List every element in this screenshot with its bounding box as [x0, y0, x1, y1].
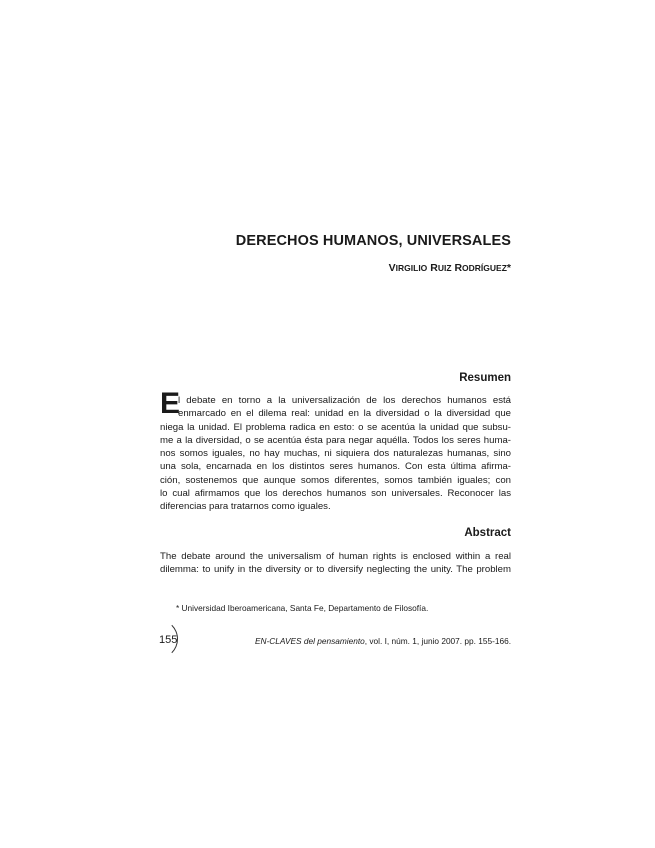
author-last-rest: ODRÍGUEZ — [462, 263, 507, 273]
author-first-rest: IRGILIO — [395, 263, 428, 273]
drop-cap: E — [160, 387, 181, 420]
resumen-body — [160, 394, 511, 514]
author-name — [160, 262, 511, 274]
resumen-line: ción, sostenemos que aunque somos diferentes, somos también iguales; con — [160, 474, 511, 486]
author-middle-rest: UIZ — [437, 263, 452, 273]
author-first-initial: V — [388, 262, 396, 274]
abstract-heading: Abstract — [464, 527, 511, 539]
resumen-line: l debate en torno a la universalización de los derechos humanos está — [178, 395, 511, 406]
journal-name: EN-CLAVES del pensamiento — [255, 636, 365, 646]
article-title: DERECHOS HUMANOS, UNIVERSALES — [235, 233, 511, 249]
resumen-line: niega la unidad. El problema radica en esto: o se acentúa la unidad que subsu- — [160, 421, 511, 433]
author-footnote: * Universidad Iberoamericana, Santa Fe, Departamento de Filosofía. — [176, 603, 429, 613]
abstract-line: The debate around the universalism of human rights is enclosed within a real — [160, 551, 511, 562]
resumen-line: lo cual afirmamos que los derechos humanos son universales. Reconocer las — [160, 488, 511, 500]
abstract-body — [160, 550, 511, 577]
journal-details: , vol. I, núm. 1, junio 2007. pp. 155-166. — [364, 636, 511, 646]
running-footer — [240, 636, 511, 646]
resumen-line: enmarcado en el dilema real: unidad en la diversidad o la diversidad que — [178, 408, 511, 420]
author-last-initial: R — [454, 262, 463, 274]
resumen-line: diferencias para tratarnos como iguales. — [160, 501, 331, 513]
resumen-line: una sola, encarnada en los distintos seres humanos. Con esta última afirma- — [160, 461, 511, 473]
resumen-line: me a la diversidad, o se acentúa ésta para negar aquélla. Todos los seres huma- — [160, 434, 511, 446]
resumen-heading: Resumen — [459, 372, 511, 384]
resumen-line: nos somos iguales, no hay muchas, ni siquiera dos naturalezas humanas, sino — [160, 448, 511, 460]
page-number: 155 — [159, 634, 178, 646]
abstract-line: dilemma: to unify in the diversity or to diversify neglecting the unity. The problem — [160, 564, 511, 576]
author-footnote-mark: * — [506, 262, 511, 274]
author-middle-initial: R — [430, 262, 438, 274]
